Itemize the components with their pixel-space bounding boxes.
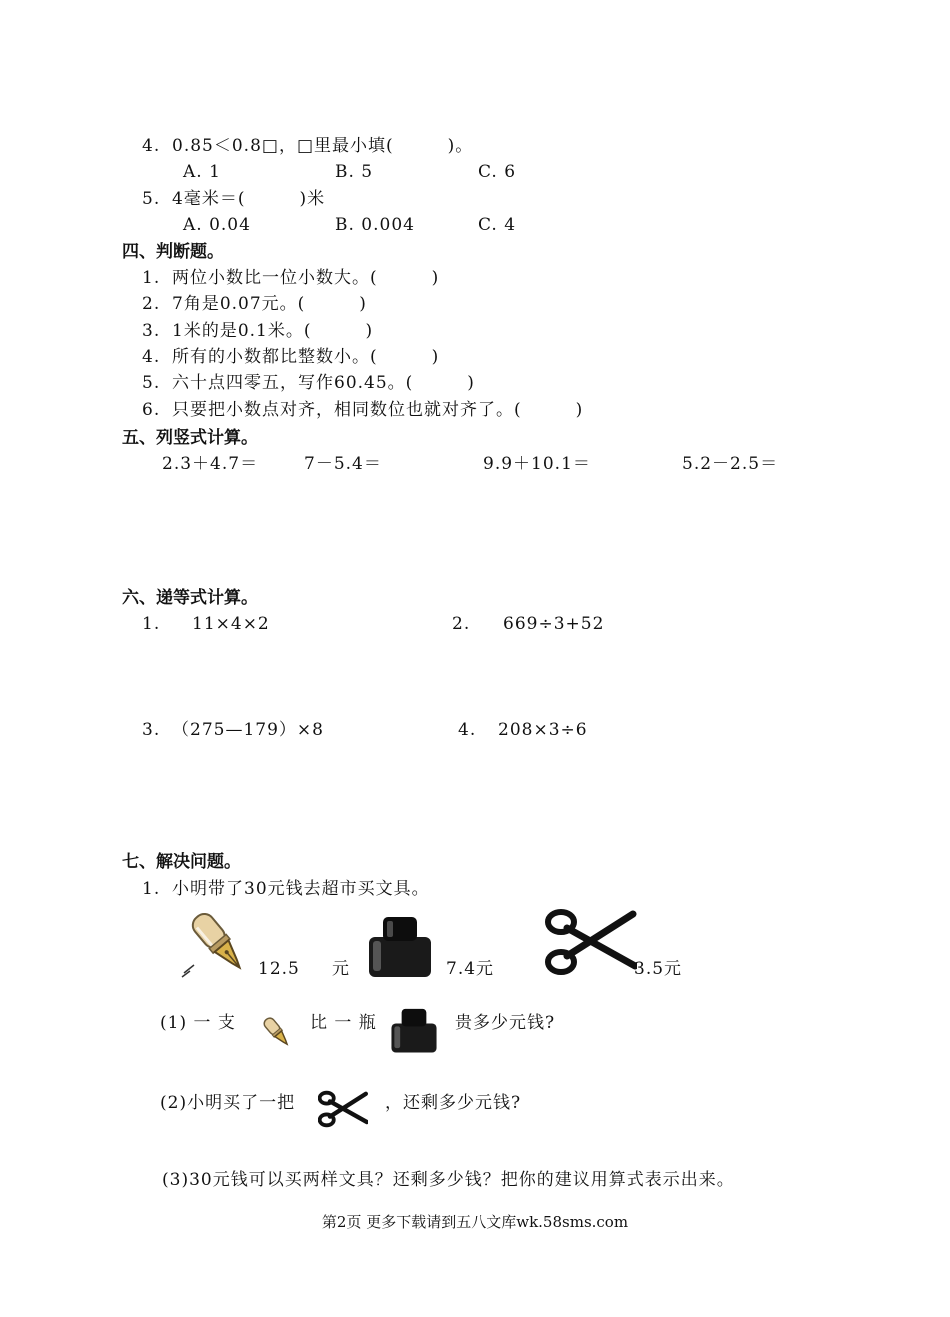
scissors-price: 3.5元 [634, 959, 683, 979]
q3-4-text: 0.85＜0.8□，□里最小填( )。 [172, 136, 474, 156]
step-calc-4-number: 4. [458, 720, 477, 740]
sub-question-2-part-a: (2)小明买了一把 [160, 1093, 296, 1113]
scissors-small-icon [318, 1090, 368, 1128]
step-calc-1-number: 1. [142, 614, 161, 634]
fountain-pen-icon [178, 905, 260, 980]
q3-5-option-c: C. 4 [478, 215, 517, 235]
judge-3-text: 1米的是0.1米。( ) [172, 321, 374, 341]
ink-price: 7.4元 [446, 959, 495, 979]
step-calc-2-expr: 669÷3+52 [503, 614, 605, 634]
vertical-calc-4: 5.2－2.5＝ [682, 454, 779, 474]
q3-4-option-b: B. 5 [335, 162, 374, 182]
q3-5-text: 4毫米＝( )米 [172, 189, 326, 209]
scissors-icon [545, 908, 637, 976]
page-footer: 第2页 更多下载请到五八文库wk.58sms.com [321, 1213, 629, 1231]
section5-title: 五、列竖式计算。 [122, 428, 258, 448]
q3-5-number: 5. [142, 189, 161, 209]
problem-1-text: 小明带了30元钱去超市买文具。 [172, 879, 430, 899]
q3-4-number: 4. [142, 136, 161, 156]
pen-price-unit: 元 [332, 959, 350, 979]
judge-6-text: 只要把小数点对齐，相同数位也就对齐了。( ) [172, 400, 584, 420]
judge-5-number: 5. [142, 373, 161, 393]
section4-title: 四、判断题。 [122, 242, 224, 262]
pen-price: 12.5 [258, 959, 300, 979]
judge-1-text: 两位小数比一位小数大。( ) [172, 268, 440, 288]
step-calc-3-number: 3. [142, 720, 161, 740]
problem-1-number: 1. [142, 879, 161, 899]
vertical-calc-2: 7－5.4＝ [304, 454, 382, 474]
judge-1-number: 1. [142, 268, 161, 288]
section6-title: 六、递等式计算。 [122, 588, 258, 608]
judge-6-number: 6. [142, 400, 161, 420]
judge-2-number: 2. [142, 294, 161, 314]
sub-question-2-part-b: ，还剩多少元钱? [385, 1093, 522, 1113]
sub-question-1-part-c: 贵多少元钱? [455, 1013, 556, 1033]
judge-2-text: 7角是0.07元。( ) [172, 294, 367, 314]
vertical-calc-1: 2.3＋4.7＝ [162, 454, 259, 474]
judge-5-text: 六十点四零五，写作60.45。( ) [172, 373, 475, 393]
vertical-calc-3: 9.9＋10.1＝ [483, 454, 591, 474]
sub-question-1-part-b: 比 一 瓶 [310, 1013, 377, 1033]
ink-bottle-icon [367, 913, 433, 979]
judge-4-number: 4. [142, 347, 161, 367]
step-calc-3-expr: （275—179）×8 [172, 720, 324, 740]
sub-question-3-text: (3)30元钱可以买两样文具？还剩多少钱？把你的建议用算式表示出来。 [162, 1170, 735, 1190]
step-calc-2-number: 2. [452, 614, 471, 634]
section7-title: 七、解决问题。 [122, 852, 241, 872]
ink-bottle-small-icon [390, 1005, 438, 1055]
q3-4-option-a: A. 1 [183, 162, 221, 182]
step-calc-1-expr: 11×4×2 [192, 614, 270, 634]
judge-3-number: 3. [142, 321, 161, 341]
fountain-pen-small-icon [257, 1010, 297, 1054]
step-calc-4-expr: 208×3÷6 [498, 720, 588, 740]
q3-4-option-c: C. 6 [478, 162, 517, 182]
sub-question-1-part-a: (1) 一 支 [160, 1013, 236, 1033]
q3-5-option-a: A. 0.04 [183, 215, 251, 235]
q3-5-option-b: B. 0.004 [335, 215, 415, 235]
judge-4-text: 所有的小数都比整数小。( ) [172, 347, 440, 367]
